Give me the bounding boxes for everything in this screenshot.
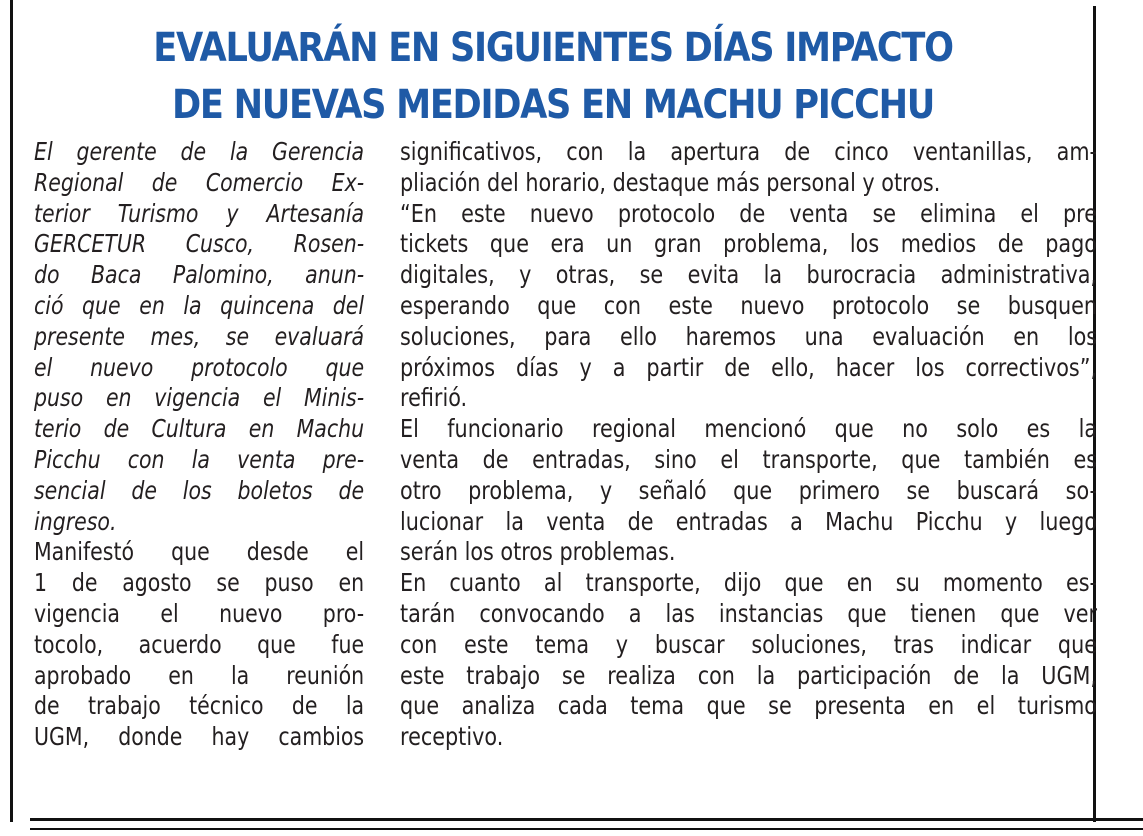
- headline-line-1: EVALUARÁN EN SIGUIENTES DÍAS IMPACTO: [153, 25, 953, 71]
- right-column: [400, 137, 1097, 753]
- left-body-text-line: Manifestó que desde el: [34, 537, 365, 567]
- left-body-text-line: aprobado en la reunión: [34, 660, 365, 690]
- left-column: [34, 137, 364, 753]
- right-body-text-line: pliación del horario, destaque más personal y otros.: [400, 167, 941, 197]
- right-body-text-line: El funcionario regional mencionó que no solo es la: [400, 414, 1098, 444]
- lead-text-line: El gerente de la Gerencia: [34, 137, 365, 166]
- lead-text-line: terio de Cultura en Machu: [34, 414, 365, 444]
- left-body-text-line: tocolo, acuerdo que fue: [34, 629, 365, 659]
- lead-text-line: presente mes, se evaluará: [34, 321, 365, 351]
- right-body-text-line: receptivo.: [400, 722, 504, 752]
- right-body-text-line: “En este nuevo protocolo de venta se elimina el pre: [400, 198, 1098, 228]
- right-body-text-line: digitales, y otras, se evita la burocracia administrativa,: [400, 260, 1098, 290]
- lead-text-line: terior Turismo y Artesanía: [34, 198, 365, 228]
- right-body-text-line: tickets que era un gran problema, los medios de pago: [400, 229, 1097, 259]
- lead-text-line: do Baca Palomino, anun-: [34, 260, 365, 290]
- lead-text-line: ció que en la quincena del: [34, 290, 365, 320]
- right-body-text-line: serán los otros problemas.: [400, 537, 676, 567]
- left-body-text-line: de trabajo técnico de la: [34, 691, 365, 721]
- right-body-text-line: significativos, con la apertura de cinco ventanillas, am-: [400, 137, 1098, 166]
- headline: [79, 20, 1028, 134]
- frame-bottom-double-rule: [30, 828, 1143, 830]
- left-body-text-line: 1 de agosto se puso en: [34, 568, 365, 598]
- right-body-text-line: En cuanto al transporte, dijo que en su momento es-: [400, 568, 1098, 598]
- right-body-text-line: refirió.: [400, 383, 468, 413]
- lead-text-line: GERCETUR Cusco, Rosen-: [34, 229, 365, 259]
- right-body-text-line: próximos días y a partir de ello, hacer los correctivos”,: [400, 352, 1098, 382]
- lead-text-line: Picchu con la venta pre-: [34, 444, 365, 474]
- lead-text-line: ingreso.: [34, 506, 117, 536]
- right-body-text-line: con este tema y buscar soluciones, tras indicar que: [400, 629, 1098, 659]
- frame-bottom-rule: [30, 818, 1143, 821]
- left-body-text-line: UGM, donde hay cambios: [34, 722, 365, 752]
- right-body-text-line: lucionar la venta de entradas a Machu Picchu y luego: [400, 506, 1098, 536]
- lead-text-line: Regional de Comercio Ex-: [34, 167, 365, 197]
- lead-text-line: sencial de los boletos de: [34, 475, 365, 505]
- right-body-text-line: tarán convocando a las instancias que tienen que ver: [400, 598, 1098, 628]
- right-body-text-line: venta de entradas, sino el transporte, que también es: [400, 444, 1098, 474]
- right-body-text-line: que analiza cada tema que se presenta en el turismo: [400, 691, 1097, 721]
- headline-line-2: DE NUEVAS MEDIDAS EN MACHU PICCHU: [172, 82, 934, 128]
- left-body-text-line: vigencia el nuevo pro-: [34, 598, 365, 628]
- lead-text-line: puso en vigencia el Minis-: [34, 383, 365, 413]
- right-body-text-line: este trabajo se realiza con la participación de la UGM,: [400, 660, 1098, 690]
- right-body-text-line: soluciones, para ello haremos una evaluación en los: [400, 321, 1098, 351]
- lead-paragraph: [34, 137, 364, 537]
- right-body-text-line: otro problema, y señaló que primero se buscará so-: [400, 475, 1098, 505]
- frame-left-rule: [10, 0, 13, 822]
- right-body-text-line: esperando que con este nuevo protocolo se busquen: [400, 290, 1098, 320]
- lead-text-line: el nuevo protocolo que: [34, 352, 365, 382]
- left-body-paragraph: [34, 537, 364, 753]
